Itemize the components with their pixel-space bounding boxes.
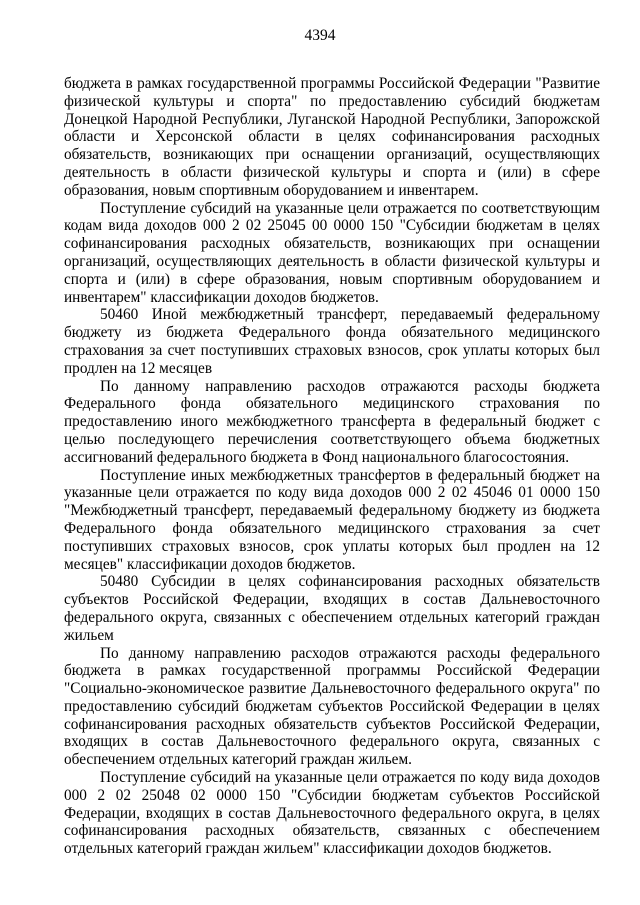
document-body: [64, 75, 600, 858]
paragraph-continuation: бюджета в рамках государственной программы Российской Федерации "Развитие физической культуры и спорта" по предоставлению субсидий бюджетам Донецкой Народной Республики, Луганской Народной Республики, Запорожской области и Херсонской области в целях софинансирования расходных обязательств, возникающих при оснащении организаций, осуществляющих деятельность в области физической культуры и спорта и (или) в сфере образования, новым спортивным оборудованием и инвентарем.: [64, 75, 600, 199]
paragraph-expense-description-50460: По данному направлению расходов отражаются расходы бюджета Федерального фонда обязательного медицинского страхования по предоставлению иного межбюджетного трансферта в федеральный бюджет с целью последующего перечисления соответствующего объема бюджетных ассигнований федерального бюджета в Фонд национального благосостояния.: [64, 377, 600, 466]
paragraph-heading-50460: 50460 Иной межбюджетный трансферт, передаваемый федеральному бюджету из бюджета Федерального фонда обязательного медицинского страхования за счет поступивших страховых взносов, срок уплаты которых был продлен на 12 месяцев: [64, 306, 600, 377]
paragraph-expense-description-50480: По данному направлению расходов отражаются расходы федерального бюджета в рамках государственной программы Российской Федерации "Социально-экономическое развитие Дальневосточного федерального округа" по предоставлению субсидий бюджетам субъектов Российской Федерации в целях софинансирования расходных обязательств субъектов Российской Федерации, входящих в состав Дальневосточного федерального округа, связанных с обеспечением отдельных категорий граждан жильем.: [64, 644, 600, 769]
paragraph-income-code-25048: Поступление субсидий на указанные цели отражается по коду вида доходов 000 2 02 25048 02 0000 150 "Субсидии бюджетам субъектов Российской Федерации, входящих в состав Дальневосточного федерального округа, в целях софинансирования расходных обязательств, связанных с обеспечением отдельных категорий граждан жильем" классификации доходов бюджетов.: [64, 769, 600, 858]
paragraph-income-code-25045: Поступление субсидий на указанные цели отражается по соответствующим кодам вида доходов 000 2 02 25045 00 0000 150 "Субсидии бюджетам в целях софинансирования расходных обязательств, возникающих при оснащении организаций, осуществляющих деятельность в области физической культуры и спорта и (или) в сфере образования, новым спортивным оборудованием и инвентарем" классификации доходов бюджетов.: [64, 199, 600, 306]
paragraph-income-code-45046: Поступление иных межбюджетных трансфертов в федеральный бюджет на указанные цели отражается по коду вида доходов 000 2 02 45046 01 0000 150 "Межбюджетный трансферт, передаваемый федеральному бюджету из бюджета Федерального фонда обязательного медицинского страхования за счет поступивших страховых взносов, срок уплаты которых был продлен на 12 месяцев" классификации доходов бюджетов.: [64, 466, 600, 573]
page-number: 4394: [304, 27, 336, 44]
paragraph-heading-50480: 50480 Субсидии в целях софинансирования расходных обязательств субъектов Российской Федерации, входящих в состав Дальневосточного федерального округа, связанных с обеспечением отдельных категорий граждан жильем: [64, 573, 600, 644]
